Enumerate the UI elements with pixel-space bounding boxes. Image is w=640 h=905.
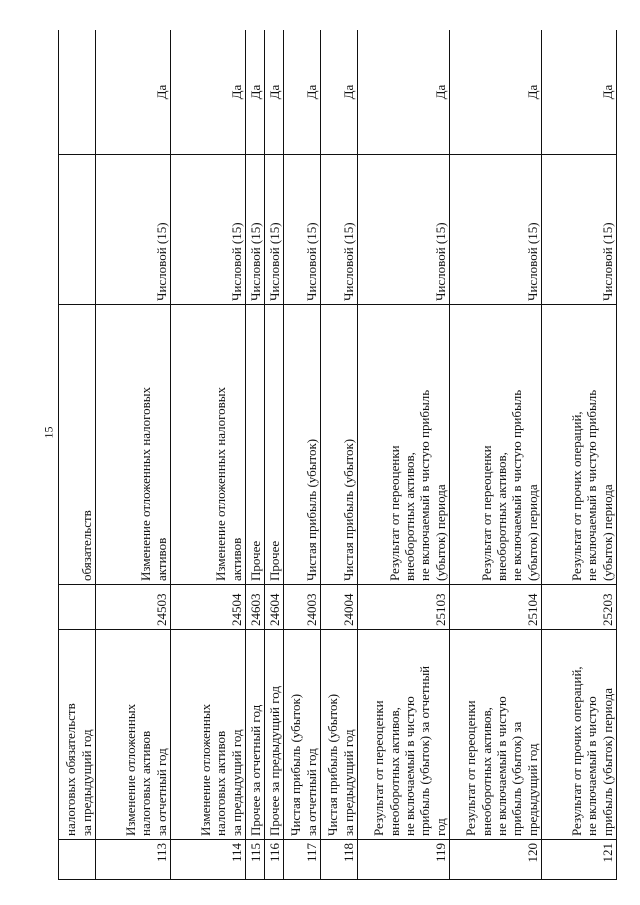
page-number: 15 (41, 426, 56, 439)
code-cell: 24004 (321, 585, 358, 630)
description-cell: Чистая прибыль (убыток) (284, 305, 321, 585)
type-cell: Числовой (15) (265, 155, 284, 305)
row-number-cell: 114 (171, 840, 246, 880)
row-number-cell: 118 (321, 840, 358, 880)
row-number-cell: 119 (358, 840, 450, 880)
row-number-cell (59, 840, 96, 880)
required-mark-cell: Да (171, 30, 246, 155)
table-row (171, 30, 246, 880)
required-mark-cell: Да (450, 30, 542, 155)
row-label-cell: Результат от прочих операций, не включаемый в чистую прибыль (убыток) периода (542, 630, 617, 840)
type-cell: Числовой (15) (96, 155, 171, 305)
table-row (96, 30, 171, 880)
type-cell: Числовой (15) (284, 155, 321, 305)
description-cell: Прочее (265, 305, 284, 585)
table-frame (58, 30, 638, 880)
description-cell: Прочее (246, 305, 265, 585)
required-mark-cell: Да (358, 30, 450, 155)
required-mark-cell: Да (265, 30, 284, 155)
type-cell: Числовой (15) (358, 155, 450, 305)
description-cell: Изменение отложенных налоговых активов (171, 305, 246, 585)
data-table (58, 30, 617, 880)
type-cell: Числовой (15) (450, 155, 542, 305)
code-cell: 24003 (284, 585, 321, 630)
code-cell: 24503 (96, 585, 171, 630)
row-number-cell: 117 (284, 840, 321, 880)
row-label-cell: Результат от переоценки внеоборотных активов, не включаемый в чистую прибыль (убыток) за отчетный год (358, 630, 450, 840)
type-cell: Числовой (15) (246, 155, 265, 305)
table-row (59, 30, 96, 880)
required-mark-cell: Да (246, 30, 265, 155)
row-number-cell: 121 (542, 840, 617, 880)
row-number-cell: 115 (246, 840, 265, 880)
table-row (358, 30, 450, 880)
table-row (542, 30, 617, 880)
table-row (246, 30, 265, 880)
code-cell: 25203 (542, 585, 617, 630)
code-cell: 25103 (358, 585, 450, 630)
type-cell: Числовой (15) (171, 155, 246, 305)
row-label-cell: Прочее за предыдущий год (265, 630, 284, 840)
row-label-cell: Чистая прибыль (убыток) за отчетный год (284, 630, 321, 840)
required-mark-cell (59, 30, 96, 155)
type-cell: Числовой (15) (542, 155, 617, 305)
required-mark-cell: Да (542, 30, 617, 155)
code-cell: 24504 (171, 585, 246, 630)
description-cell: обязательств (59, 305, 96, 585)
table-row (265, 30, 284, 880)
row-label-cell: Чистая прибыль (убыток) за предыдущий год (321, 630, 358, 840)
row-label-cell: налоговых обязательств за предыдущий год (59, 630, 96, 840)
description-cell: Результат от переоценки внеоборотных активов, не включаемый в чистую прибыль (убыток) периода (358, 305, 450, 585)
description-cell: Чистая прибыль (убыток) (321, 305, 358, 585)
row-label-cell: Результат от переоценки внеоборотных активов, не включаемый в чистую прибыль (убыток) за предыдущий год (450, 630, 542, 840)
required-mark-cell: Да (96, 30, 171, 155)
table-row (284, 30, 321, 880)
table-row (450, 30, 542, 880)
row-label-cell: Прочее за отчетный год (246, 630, 265, 840)
type-cell: Числовой (15) (321, 155, 358, 305)
required-mark-cell: Да (321, 30, 358, 155)
table-row (321, 30, 358, 880)
code-cell: 24603 (246, 585, 265, 630)
row-number-cell: 116 (265, 840, 284, 880)
row-number-cell: 113 (96, 840, 171, 880)
code-cell: 24604 (265, 585, 284, 630)
required-mark-cell: Да (284, 30, 321, 155)
row-label-cell: Изменение отложенных налоговых активов за отчетный год (96, 630, 171, 840)
rotated-table-container (58, 30, 638, 880)
type-cell (59, 155, 96, 305)
code-cell: 25104 (450, 585, 542, 630)
code-cell (59, 585, 96, 630)
description-cell: Изменение отложенных налоговых активов (96, 305, 171, 585)
row-number-cell: 120 (450, 840, 542, 880)
description-cell: Результат от прочих операций, не включаемый в чистую прибыль (убыток) периода (542, 305, 617, 585)
row-label-cell: Изменение отложенных налоговых активов за предыдущий год (171, 630, 246, 840)
description-cell: Результат от переоценки внеоборотных активов, не включаемый в чистую прибыль (убыток) периода (450, 305, 542, 585)
